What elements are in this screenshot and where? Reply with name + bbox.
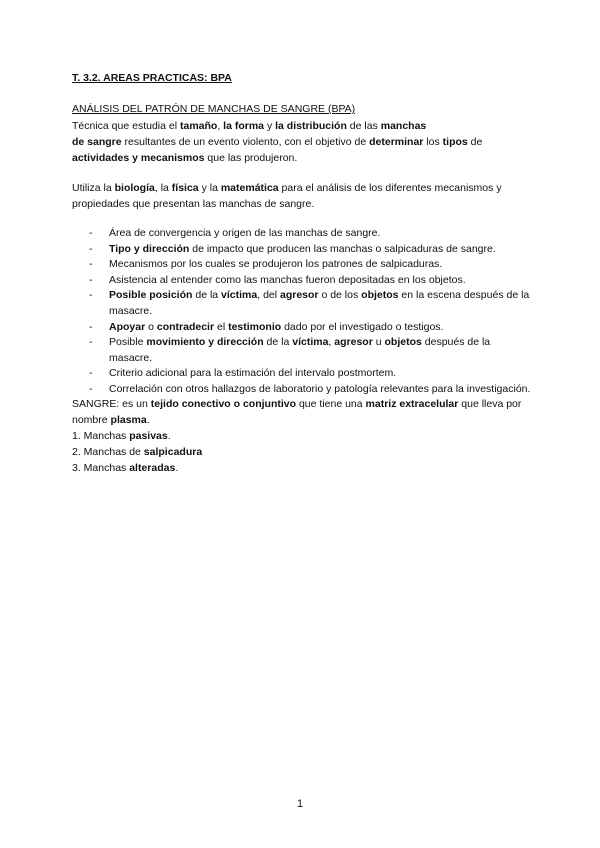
section-subtitle: ANÁLISIS DEL PATRÓN DE MANCHAS DE SANGRE (BPA): [72, 103, 356, 115]
list-item: - Área de convergencia y origen de las manchas de sangre.: [89, 227, 381, 239]
sangre-definition: SANGRE: es un tejido conectivo o conjuntivo que tiene una matriz extracelular que lleva por nombre plasma.: [72, 398, 522, 426]
list-item: 2. Manchas de salpicadura: [72, 445, 203, 458]
list-item: - Criterio adicional para la estimación del intervalo postmortem.: [89, 367, 397, 380]
stain-types-list: [72, 429, 202, 476]
bpa-uses-list: [72, 226, 534, 398]
list-item: 1. Manchas pasivas.: [72, 430, 171, 442]
page-title: T. 3.2. AREAS PRACTICAS: BPA: [72, 72, 232, 84]
list-item: - Asistencia al entender como las manchas fueron depositadas en los objetos.: [89, 273, 466, 286]
page-number: 1: [296, 798, 304, 810]
list-item: - Tipo y dirección de impacto que producen las manchas o salpicaduras de sangre.: [89, 242, 496, 255]
list-item: - Mecanismos por los cuales se produjeron los patrones de salpicaduras.: [89, 258, 443, 271]
utiliza-paragraph: Utiliza la biología, la física y la matemática para el análisis de los diferentes mecanismos y propiedades que presentan las manchas de sangre.: [72, 182, 502, 210]
list-item: - Posible movimiento y dirección de la víctima, agresor u objetos después de la masacre.: [89, 336, 491, 364]
list-item: 3. Manchas alteradas.: [72, 461, 179, 474]
list-item: - Correlación con otros hallazgos de laboratorio y patología relevantes para la investigación.: [89, 382, 531, 395]
intro-paragraph: Técnica que estudia el tamaño, la forma y la distribución de las manchas de sangre resultantes de un evento violento, con el objetivo de determinar los tipos de actividades y mecanismos que las produjeron.: [72, 120, 483, 164]
list-item: - Posible posición de la víctima, del agresor o de los objetos en la escena después de la masacre.: [89, 289, 530, 317]
list-item: - Apoyar o contradecir el testimonio dado por el investigado o testigos.: [89, 320, 444, 333]
